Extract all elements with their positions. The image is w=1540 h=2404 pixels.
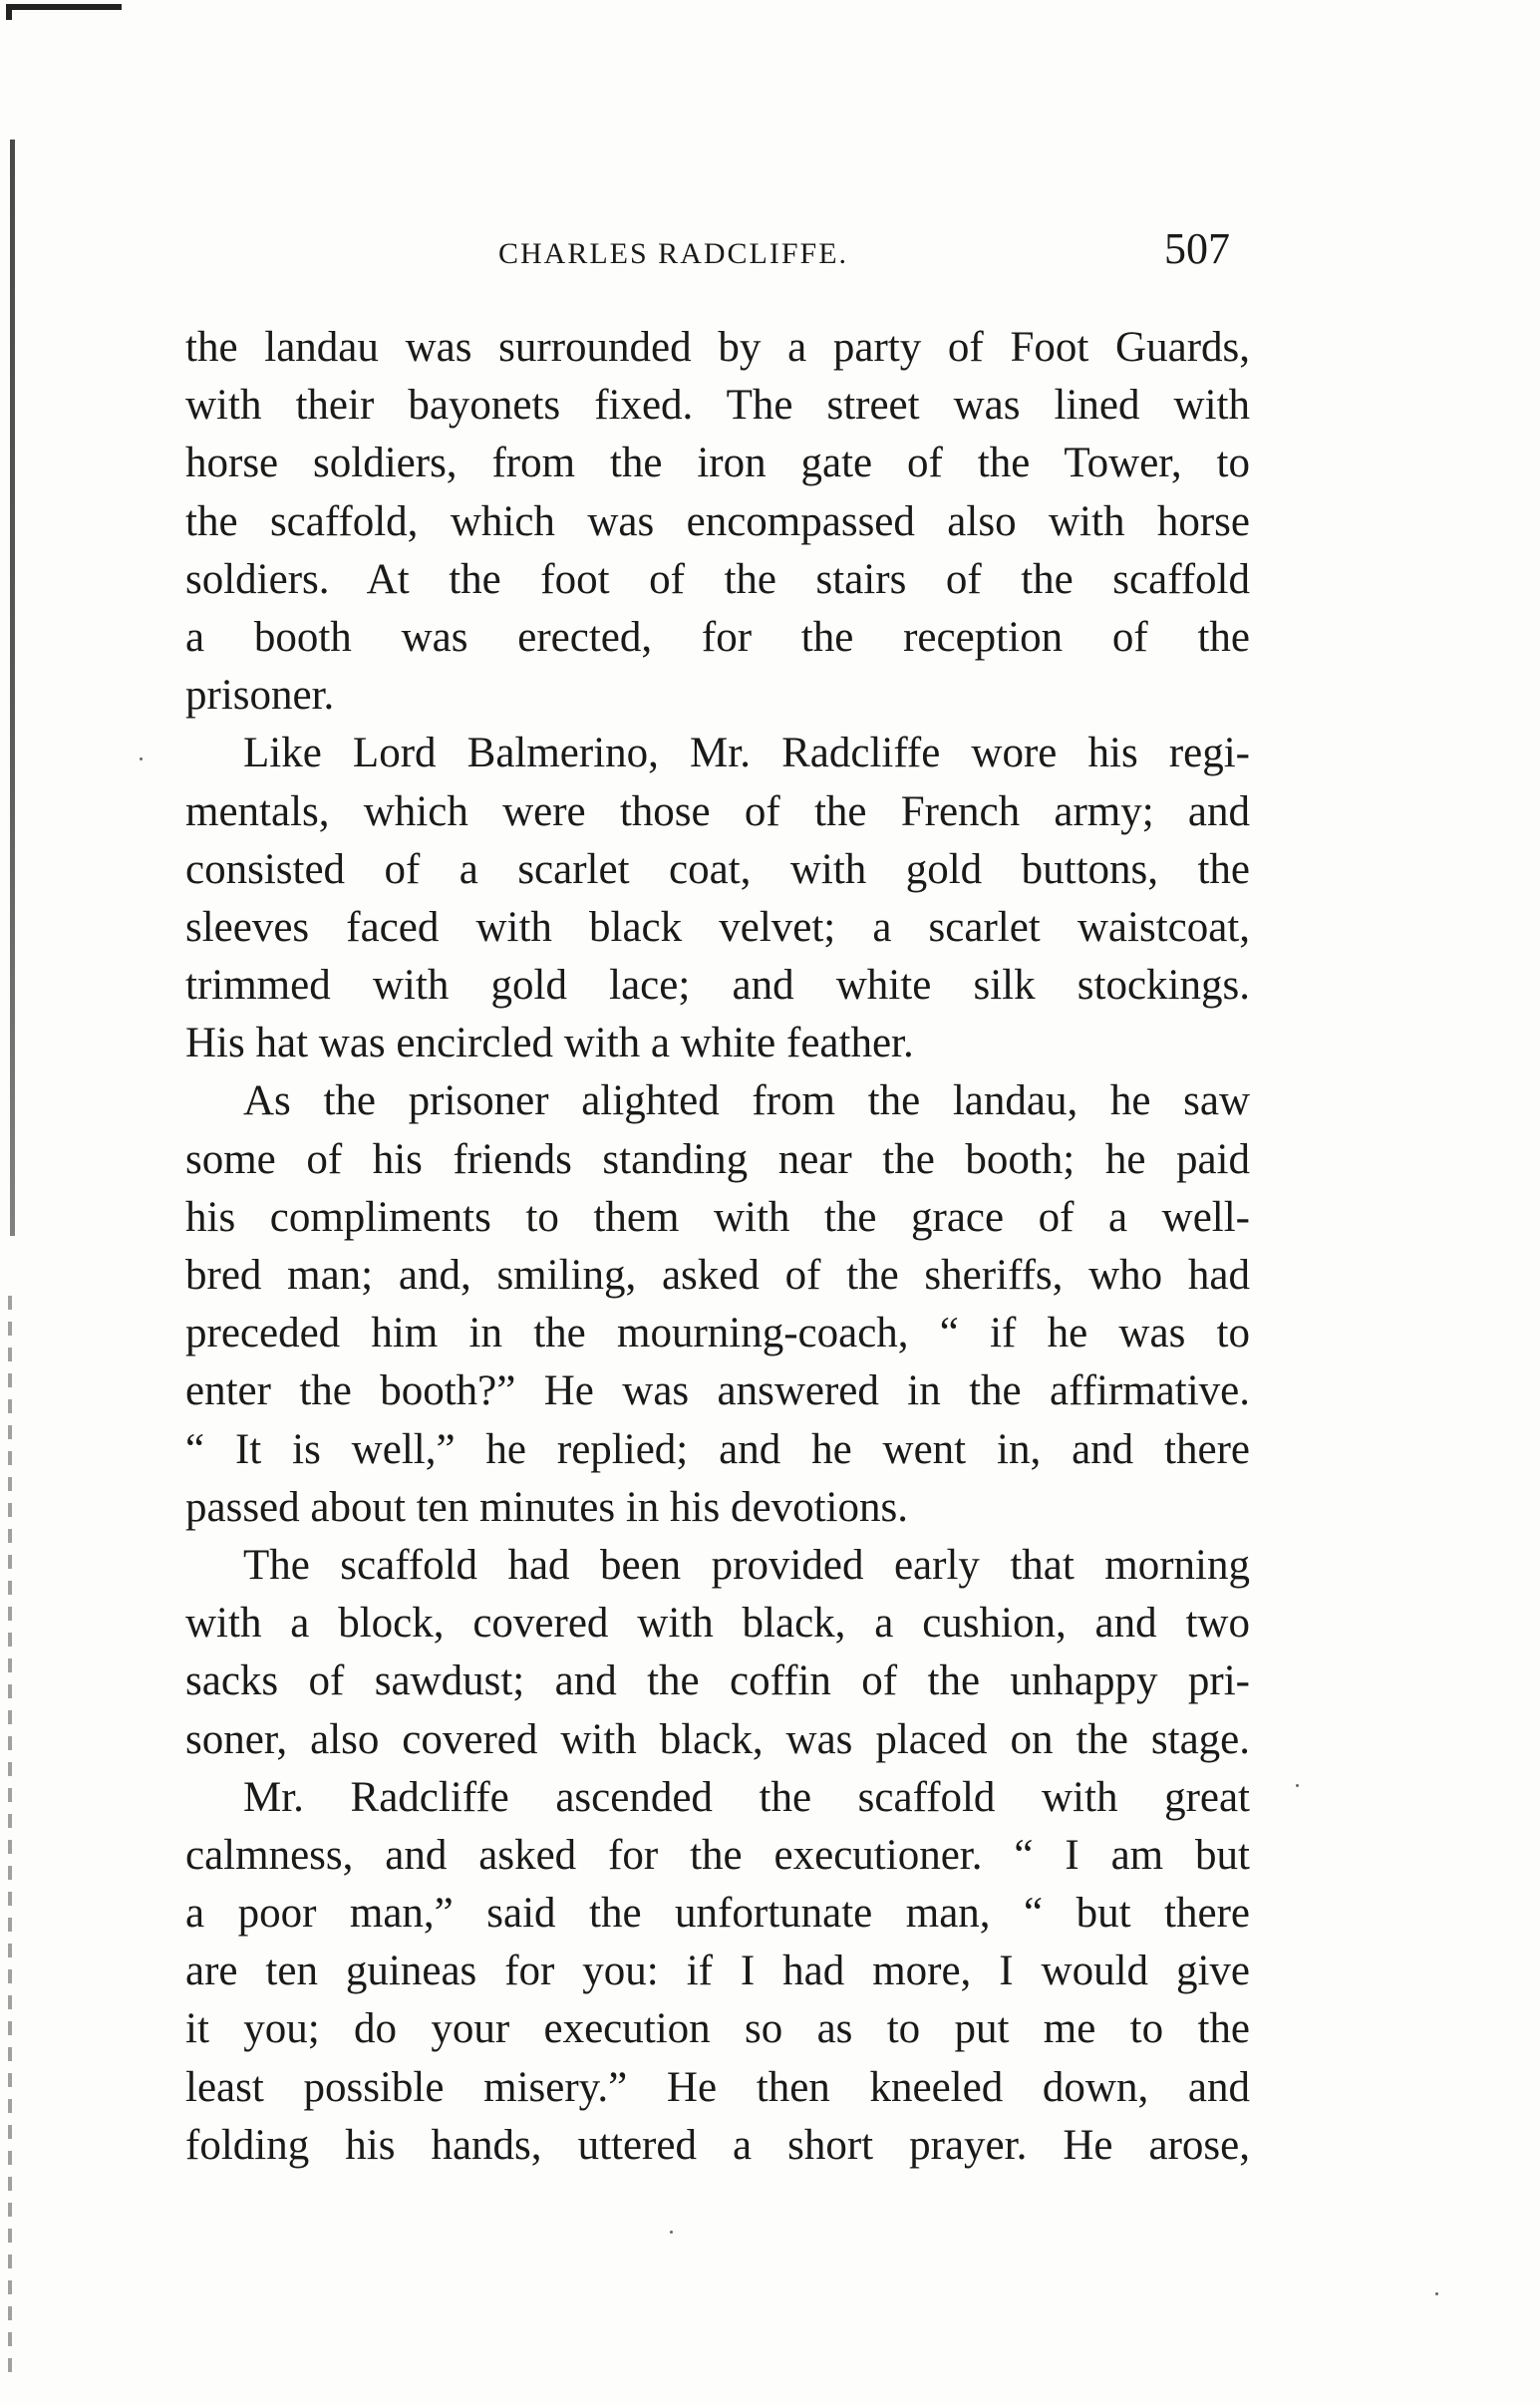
text-line: his compliments to them with the grace of a well- — [185, 1193, 1250, 1241]
binding-shadow — [10, 140, 15, 1236]
scan-speck — [670, 2231, 673, 2234]
text-line: it you; do your execution so as to put me to the — [185, 2005, 1250, 2053]
text-line: passed about ten minutes in his devotions. — [185, 1483, 908, 1531]
scan-speck — [140, 757, 143, 760]
text-line: sleeves faced with black velvet; a scarlet waistcoat, — [185, 903, 1250, 951]
page-number: 507 — [1164, 224, 1230, 273]
text-line: least possible misery.” He then kneeled down, and — [185, 2063, 1250, 2111]
text-line: enter the booth?” He was answered in the affirmative. — [185, 1367, 1250, 1415]
text-line: sacks of sawdust; and the coffin of the unhappy pri- — [185, 1657, 1250, 1705]
text-line: mentals, which were those of the French army; and — [185, 787, 1250, 835]
text-line: folding his hands, uttered a short prayer. He arose, — [185, 2121, 1250, 2169]
text-line: are ten guineas for you: if I had more, I would give — [185, 1948, 1250, 1995]
text-line: “ It is well,” he replied; and he went in, and there — [185, 1425, 1250, 1473]
binding-shadow-lower — [8, 1296, 12, 2372]
text-line: soner, also covered with black, was placed on the stage. — [185, 1715, 1250, 1763]
text-line: His hat was encircled with a white feather. — [185, 1020, 914, 1067]
text-line: preceded him in the mourning-coach, “ if he was to — [185, 1310, 1250, 1357]
text-line: soldiers. At the foot of the stairs of the scaffold — [185, 555, 1250, 603]
binding-edge-mark — [6, 4, 122, 20]
running-head: CHARLES RADCLIFFE. — [498, 237, 849, 270]
paragraph-start-line: The scaffold had been provided early that morning — [243, 1541, 1250, 1589]
body-text — [185, 319, 1250, 2175]
text-line: prisoner. — [185, 672, 335, 720]
paragraph-start-line: Mr. Radcliffe ascended the scaffold with great — [243, 1773, 1250, 1821]
text-line: a booth was erected, for the reception of the — [185, 613, 1250, 661]
text-line: horse soldiers, from the iron gate of the Tower, to — [185, 440, 1250, 487]
paragraph-start-line: As the prisoner alighted from the landau, he saw — [243, 1077, 1250, 1125]
text-line: the scaffold, which was encompassed also with horse — [185, 497, 1250, 545]
text-line: with their bayonets fixed. The street was lined with — [185, 382, 1250, 430]
text-line: calmness, and asked for the executioner. “ I am but — [185, 1831, 1250, 1879]
text-line: a poor man,” said the unfortunate man, “ but there — [185, 1890, 1250, 1938]
text-line: trimmed with gold lace; and white silk stockings. — [185, 962, 1250, 1010]
paragraph-start-line: Like Lord Balmerino, Mr. Radcliffe wore his regi- — [243, 730, 1250, 777]
scan-speck — [1435, 2292, 1438, 2295]
text-line: bred man; and, smiling, asked of the sheriffs, who had — [185, 1252, 1250, 1299]
text-line: the landau was surrounded by a party of Foot Guards, — [185, 324, 1250, 371]
text-line: with a block, covered with black, a cushion, and two — [185, 1600, 1250, 1648]
scan-speck — [1296, 1784, 1299, 1787]
text-line: some of his friends standing near the booth; he paid — [185, 1135, 1250, 1183]
text-line: consisted of a scarlet coat, with gold buttons, the — [185, 845, 1250, 893]
